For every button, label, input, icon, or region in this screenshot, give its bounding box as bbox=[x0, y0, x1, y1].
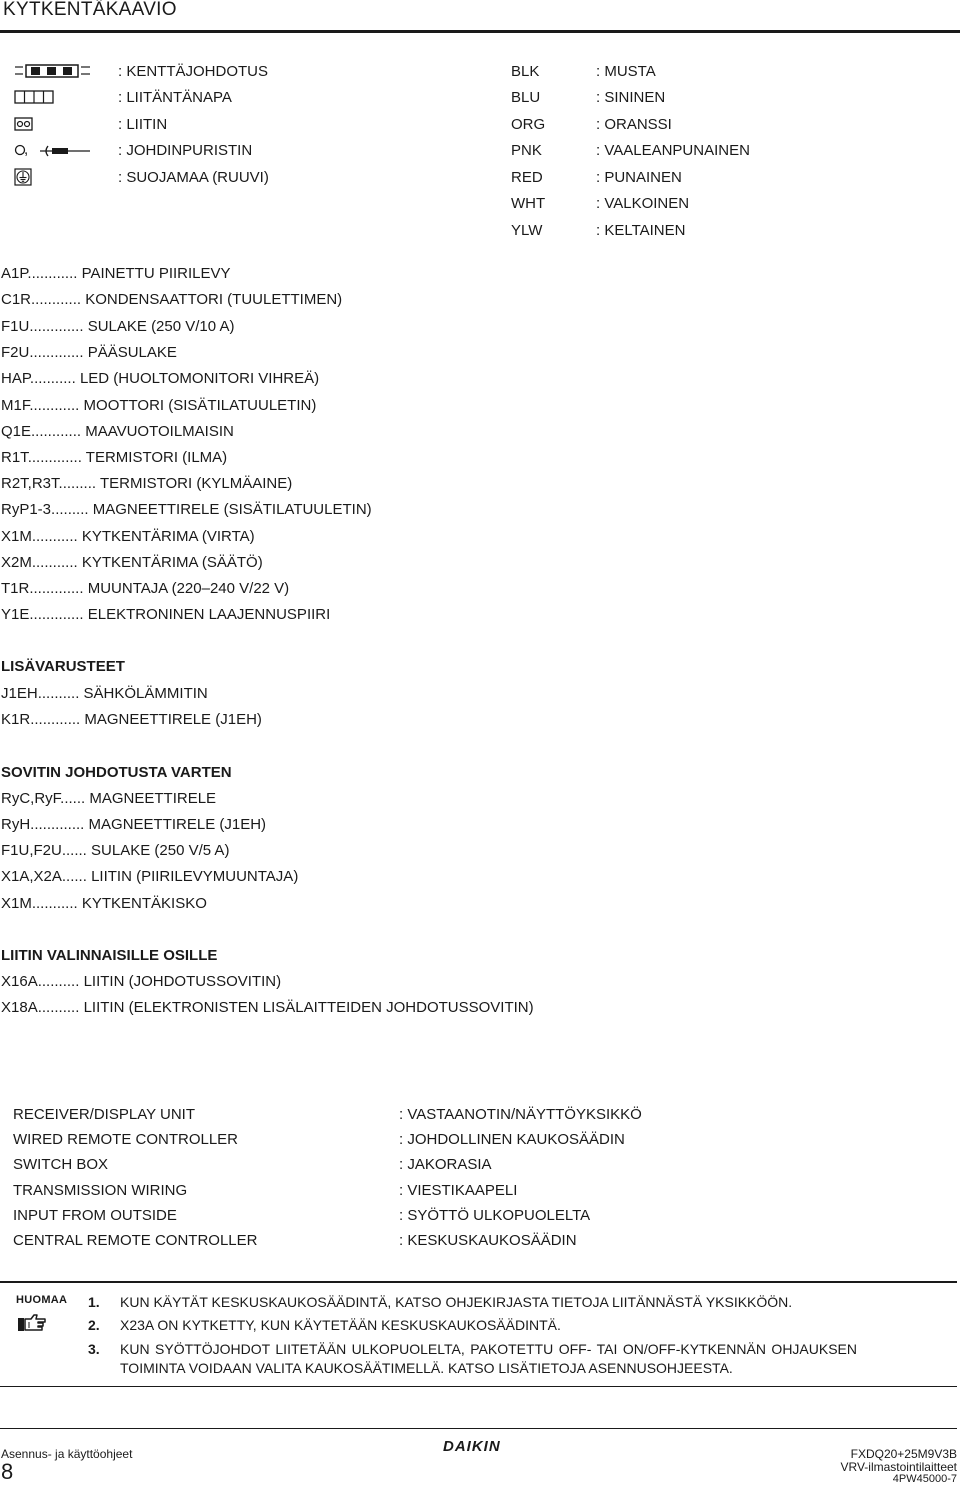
component-code: R1T bbox=[1, 449, 28, 466]
component-desc: PAINETTU PIIRILEVY bbox=[81, 265, 231, 282]
component-desc: TERMISTORI (ILMA) bbox=[85, 449, 228, 466]
component-code: RyH bbox=[1, 816, 31, 833]
leader-dots: ......... bbox=[51, 501, 89, 518]
list-item bbox=[1, 868, 298, 885]
component-code: X1A,X2A bbox=[1, 868, 62, 885]
footer-manual-title: Asennus- ja käyttöohjeet bbox=[1, 1447, 133, 1461]
leader-dots: ........... bbox=[29, 370, 76, 387]
list-item bbox=[1, 344, 177, 361]
leader-dots: ............. bbox=[27, 449, 82, 466]
component-desc: KYTKENTÄKISKO bbox=[81, 895, 207, 912]
component-code: F1U bbox=[1, 318, 30, 335]
leader-dots: ........... bbox=[31, 554, 78, 571]
list-item bbox=[1, 973, 281, 990]
list-item bbox=[1, 475, 292, 492]
translation-fi: : VASTAANOTIN/NÄYTTÖYKSIKKÖ bbox=[399, 1106, 642, 1123]
color-name: : SININEN bbox=[596, 89, 666, 106]
component-desc: SULAKE (250 V/10 A) bbox=[87, 318, 235, 335]
leader-dots: ............. bbox=[29, 344, 84, 361]
translation-en: TRANSMISSION WIRING bbox=[13, 1182, 188, 1199]
note-bottom-rule bbox=[0, 1386, 957, 1387]
list-item bbox=[1, 554, 263, 571]
component-code: X2M bbox=[1, 554, 32, 571]
color-code: YLW bbox=[511, 222, 543, 239]
leader-dots: ............. bbox=[29, 606, 84, 623]
component-code: Y1E bbox=[1, 606, 30, 623]
note-number: 2. bbox=[88, 1317, 100, 1333]
component-code: J1EH bbox=[1, 685, 38, 702]
component-code: HAP bbox=[1, 370, 30, 387]
list-item bbox=[1, 449, 227, 466]
note-top-rule bbox=[0, 1281, 957, 1283]
component-desc: ELEKTRONINEN LAAJENNUSPIIRI bbox=[87, 606, 331, 623]
color-name: : MUSTA bbox=[596, 63, 656, 80]
color-name: : KELTAINEN bbox=[596, 222, 686, 239]
leader-dots: ...... bbox=[61, 868, 87, 885]
color-name: : VAALEANPUNAINEN bbox=[596, 142, 750, 159]
list-item bbox=[1, 685, 208, 702]
leader-dots: .......... bbox=[37, 685, 80, 702]
component-desc: SULAKE (250 V/5 A) bbox=[91, 842, 230, 859]
component-code: M1F bbox=[1, 397, 30, 414]
footer-rule bbox=[0, 1428, 957, 1429]
component-code: X18A bbox=[1, 999, 38, 1016]
list-item bbox=[1, 606, 330, 623]
field-wiring-icon bbox=[14, 64, 92, 78]
component-code: A1P bbox=[1, 265, 28, 282]
color-name: : PUNAINEN bbox=[596, 169, 682, 186]
list-item bbox=[1, 423, 234, 440]
list-item bbox=[1, 291, 342, 308]
translation-en: RECEIVER/DISPLAY UNIT bbox=[13, 1106, 195, 1123]
section-heading-adapter: SOVITIN JOHDOTUSTA VARTEN bbox=[1, 764, 232, 781]
daikin-logo: DAIKIN bbox=[443, 1438, 501, 1455]
translation-en: INPUT FROM OUTSIDE bbox=[13, 1207, 177, 1224]
symbol-label: : LIITIN bbox=[118, 116, 168, 133]
component-desc: KONDENSAATTORI (TUULETTIMEN) bbox=[85, 291, 343, 308]
symbol-label: : KENTTÄJOHDOTUS bbox=[118, 63, 269, 80]
list-item bbox=[1, 501, 372, 518]
list-item bbox=[1, 528, 255, 545]
symbol-separator: , bbox=[24, 141, 29, 158]
page-number: 8 bbox=[1, 1459, 14, 1484]
leader-dots: ............. bbox=[29, 318, 84, 335]
list-item bbox=[1, 895, 207, 912]
list-item bbox=[1, 711, 262, 728]
terminal-strip-icon bbox=[14, 90, 56, 104]
color-code: BLK bbox=[511, 63, 540, 80]
leader-dots: ............ bbox=[31, 423, 82, 440]
color-name: : ORANSSI bbox=[596, 116, 672, 133]
translation-en: SWITCH BOX bbox=[13, 1156, 109, 1173]
component-desc: LIITIN (ELEKTRONISTEN LISÄLAITTEIDEN JOHDOTUSSOVITIN) bbox=[83, 999, 534, 1016]
section-heading-accessories: LISÄVARUSTEET bbox=[1, 658, 125, 675]
note-number: 1. bbox=[88, 1294, 100, 1310]
component-desc: LED (HUOLTOMONITORI VIHREÄ) bbox=[79, 370, 320, 387]
note-text: KUN SYÖTTÖJOHDOT LIITETÄÄN ULKOPUOLELTA, PAKOTETTU OFF- TAI ON/OFF-KYTKENNÄN OHJAUKSEN bbox=[120, 1341, 857, 1357]
leader-dots: ............ bbox=[31, 291, 82, 308]
leader-dots: ............. bbox=[29, 580, 84, 597]
symbol-label: : JOHDINPURISTIN bbox=[118, 142, 253, 159]
component-code: F2U bbox=[1, 344, 30, 361]
section-heading-optional: LIITIN VALINNAISILLE OSILLE bbox=[1, 947, 218, 964]
color-code: WHT bbox=[511, 195, 546, 212]
color-code: RED bbox=[511, 169, 543, 186]
color-code: BLU bbox=[511, 89, 541, 106]
note-text-continued: TOIMINTA VOIDAAN VALITA KAUKOSÄÄTIMELLÄ. KATSO LISÄTIETOJA ASENNUSOHJEESTA. bbox=[120, 1360, 733, 1376]
color-code: ORG bbox=[511, 116, 546, 133]
symbol-label: : LIITÄNTÄNAPA bbox=[118, 89, 232, 106]
leader-dots: ........... bbox=[31, 895, 78, 912]
component-desc: MUUNTAJA (220–240 V/22 V) bbox=[87, 580, 290, 597]
component-code: RyP1-3 bbox=[1, 501, 52, 518]
translation-fi: : KESKUSKAUKOSÄÄDIN bbox=[399, 1232, 577, 1249]
symbol-label: : SUOJAMAA (RUUVI) bbox=[118, 169, 269, 186]
translation-en: WIRED REMOTE CONTROLLER bbox=[13, 1131, 239, 1148]
connector-icon bbox=[14, 117, 34, 131]
component-desc: TERMISTORI (KYLMÄAINE) bbox=[99, 475, 293, 492]
component-code: RyC,RyF bbox=[1, 790, 61, 807]
note-text: KUN KÄYTÄT KESKUSKAUKOSÄÄDINTÄ, KATSO OHJEKIRJASTA TIETOJA LIITÄNNÄSTÄ YKSIKKÖÖN. bbox=[120, 1294, 793, 1310]
component-code: X16A bbox=[1, 973, 38, 990]
component-desc: MOOTTORI (SISÄTILATUULETIN) bbox=[83, 397, 317, 414]
list-item bbox=[1, 999, 534, 1016]
component-desc: PÄÄSULAKE bbox=[87, 344, 177, 361]
translation-fi: : VIESTIKAAPELI bbox=[399, 1182, 518, 1199]
list-item bbox=[1, 397, 316, 414]
list-item bbox=[1, 842, 229, 859]
color-name: : VALKOINEN bbox=[596, 195, 690, 212]
footer-doc-number: 4PW45000-7 bbox=[892, 1473, 957, 1485]
leader-dots: ............ bbox=[27, 265, 78, 282]
leader-dots: ......... bbox=[58, 475, 97, 492]
list-item bbox=[1, 790, 216, 807]
list-item bbox=[1, 370, 319, 387]
component-desc: MAGNEETTIRELE (J1EH) bbox=[88, 816, 267, 833]
component-desc: MAGNEETTIRELE bbox=[89, 790, 217, 807]
list-item bbox=[1, 580, 289, 597]
footer-model: FXDQ20+25M9V3B bbox=[850, 1447, 957, 1461]
note-text: X23A ON KYTKETTY, KUN KÄYTETÄÄN KESKUSKAUKOSÄÄDINTÄ. bbox=[120, 1317, 561, 1333]
leader-dots: .......... bbox=[37, 999, 80, 1016]
component-desc: MAGNEETTIRELE (SISÄTILATUULETIN) bbox=[92, 501, 372, 518]
leader-dots: ............. bbox=[30, 816, 85, 833]
translation-en: CENTRAL REMOTE CONTROLLER bbox=[13, 1232, 258, 1249]
component-desc: KYTKENTÄRIMA (SÄÄTÖ) bbox=[81, 554, 263, 571]
note-label: HUOMAA bbox=[16, 1294, 68, 1306]
component-code: T1R bbox=[1, 580, 30, 597]
footer-product: VRV-ilmastointilaitteet bbox=[840, 1460, 957, 1474]
component-desc: LIITIN (PIIRILEVYMUUNTAJA) bbox=[91, 868, 299, 885]
component-desc: MAGNEETTIRELE (J1EH) bbox=[84, 711, 262, 728]
leader-dots: ........... bbox=[31, 528, 78, 545]
component-code: X1M bbox=[1, 528, 32, 545]
title-rule bbox=[0, 30, 960, 33]
component-code: F1U,F2U bbox=[1, 842, 62, 859]
list-item bbox=[1, 265, 231, 282]
leader-dots: ...... bbox=[60, 790, 86, 807]
list-item bbox=[1, 816, 266, 833]
component-code: R2T,R3T bbox=[1, 475, 59, 492]
note-number: 3. bbox=[88, 1341, 100, 1357]
leader-dots: .......... bbox=[37, 973, 80, 990]
component-desc: KYTKENTÄRIMA (VIRTA) bbox=[81, 528, 255, 545]
component-code: C1R bbox=[1, 291, 32, 308]
component-desc: SÄHKÖLÄMMITIN bbox=[83, 685, 208, 702]
translation-fi: : JAKORASIA bbox=[399, 1156, 492, 1173]
component-code: X1M bbox=[1, 895, 32, 912]
component-code: Q1E bbox=[1, 423, 32, 440]
translation-fi: : SYÖTTÖ ULKOPUOLELTA bbox=[399, 1207, 591, 1224]
component-desc: MAAVUOTOILMAISIN bbox=[85, 423, 234, 440]
page-title: KYTKENTÄKAAVIO bbox=[3, 0, 177, 20]
leader-dots: ............ bbox=[30, 711, 81, 728]
component-desc: LIITIN (JOHDOTUSSOVITIN) bbox=[83, 973, 282, 990]
pointing-hand-icon bbox=[17, 1313, 47, 1333]
protective-earth-icon bbox=[14, 168, 32, 186]
leader-dots: ............ bbox=[29, 397, 80, 414]
component-code: K1R bbox=[1, 711, 31, 728]
leader-dots: ...... bbox=[61, 842, 87, 859]
color-code: PNK bbox=[511, 142, 542, 159]
list-item bbox=[1, 318, 234, 335]
translation-fi: : JOHDOLLINEN KAUKOSÄÄDIN bbox=[399, 1131, 625, 1148]
